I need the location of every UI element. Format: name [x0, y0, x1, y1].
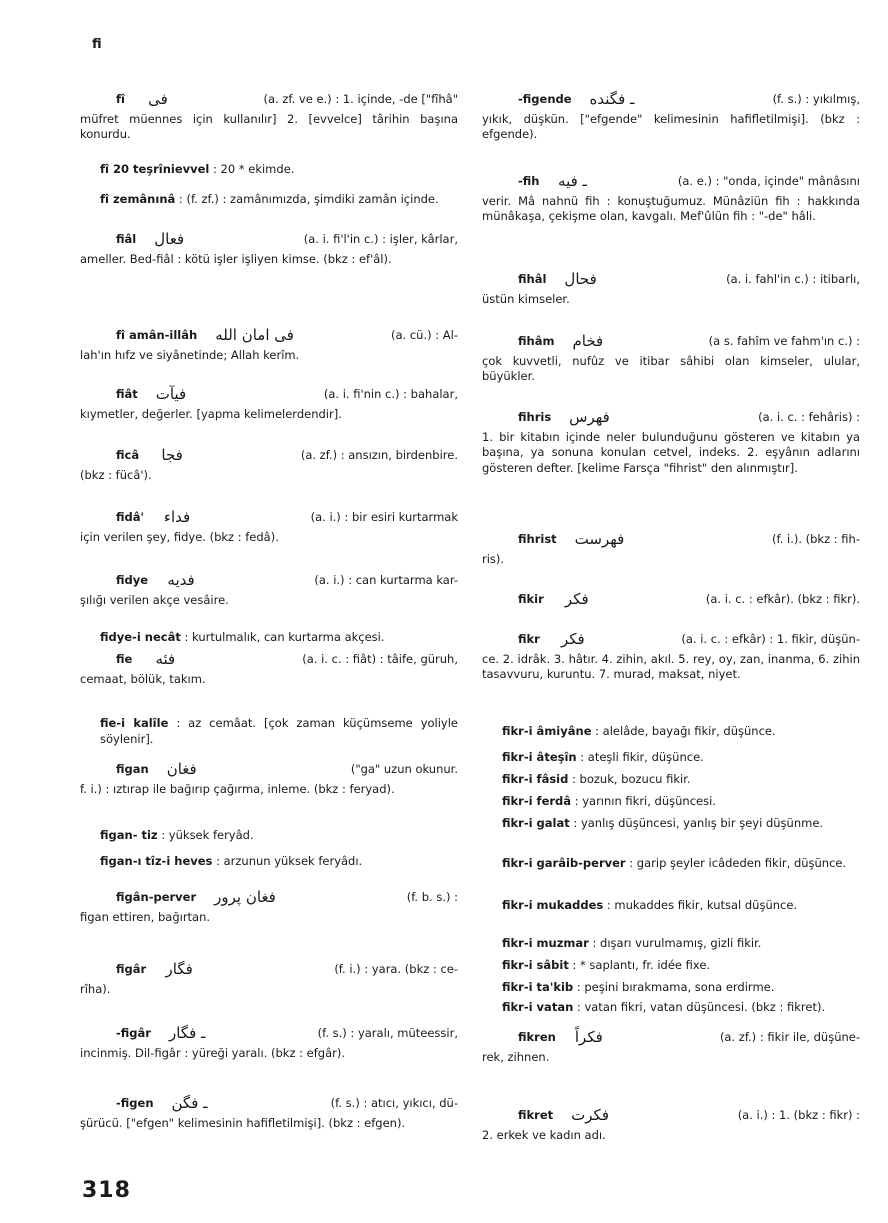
- definition-line: (a. e.) : "onda, içinde" mânâsını: [677, 174, 860, 188]
- dictionary-entry: [482, 856, 860, 872]
- definition-line: (a. i. c. : efkâr) : 1. fikir, düşün-: [681, 632, 860, 646]
- definition-text: f. i.) : ıztırap ile bağırıp çağırma, inleme. (bkz : feryad).: [80, 781, 395, 796]
- definition-line: (a s. fahîm ve fahm'ın c.) :: [708, 334, 860, 348]
- arabic-script: فكر: [564, 590, 589, 608]
- dictionary-entry: [80, 192, 458, 208]
- entry-headword: fikret: [518, 1108, 554, 1122]
- definition-text: müfret müennes için kullanılır] 2. [evvelce] târihin başına konurdu.: [80, 111, 458, 141]
- definition-text: : garip şeyler icâdeden fikir, düşünce.: [629, 856, 847, 870]
- definition-text: lah'ın hıfz ve siyânetinde; Allah kerîm.: [80, 347, 300, 362]
- arabic-script: فى امان الله: [215, 326, 294, 344]
- entry-headword: figân-perver: [116, 890, 197, 904]
- entry-headword: -fih: [518, 174, 540, 188]
- definition-line: (a. i.) : 1. (bkz : fikr) :: [737, 1108, 860, 1122]
- entry-headword: fidye: [116, 573, 149, 587]
- definition-text: çok kuvvetli, nufûz ve itibar sâhibi olan kimseler, ulular, büyükler.: [482, 353, 860, 383]
- definition-text: : arzunun yüksek feryâdı.: [216, 854, 363, 868]
- definition-text: ris).: [482, 551, 505, 566]
- definition-line: (a. zf. ve e.) : 1. içinde, -de ["fîhâ": [263, 92, 458, 106]
- dictionary-entry: [482, 410, 860, 476]
- entry-headword: fikren: [518, 1030, 556, 1044]
- dictionary-entry: [482, 632, 860, 683]
- arabic-script: فى: [148, 90, 168, 108]
- definition-line: ("ga" uzun okunur.: [350, 762, 458, 776]
- definition-text: yıkık, düşkün. ["efgende" kelimesinin hafifletilmişi]. (bkz : efgende).: [482, 111, 860, 141]
- arabic-script: فحال: [564, 270, 597, 288]
- definition-text: ce. 2. idrâk. 3. hâtır. 4. zihin, akıl. 5. rey, oy, zan, inanma, 6. zihin tasavvuru, kuruntu. 7. murad, maksat, niyet.: [482, 651, 860, 681]
- arabic-script: فيآت: [155, 385, 187, 403]
- dictionary-entry: [482, 936, 860, 952]
- entry-headword: fidye-i necât: [100, 630, 181, 644]
- dictionary-entry: [482, 272, 860, 307]
- arabic-script: فئه: [155, 650, 176, 668]
- definition-text: : kurtulmalık, can kurtarma akçesi.: [184, 630, 385, 644]
- entry-headword: -figen: [116, 1096, 154, 1110]
- dictionary-entry: [80, 962, 458, 997]
- dictionary-entry: [80, 1026, 458, 1061]
- arabic-script: فجا: [161, 446, 183, 464]
- dictionary-entry: [482, 958, 860, 974]
- dictionary-entry: [80, 630, 458, 646]
- arabic-script: فكراً: [574, 1028, 603, 1046]
- entry-headword: fiâl: [116, 232, 137, 246]
- dictionary-entry: [482, 1108, 860, 1143]
- entry-headword: fikr-i muzmar: [502, 936, 589, 950]
- arabic-script: فهرس: [569, 408, 610, 426]
- entry-headword: fî zemânınâ: [100, 192, 176, 206]
- definition-line: (f. s.) : yaralı, müteessir,: [317, 1026, 458, 1040]
- entry-headword: fikr-i mukaddes: [502, 898, 604, 912]
- definition-text: : peşini bırakmama, sona erdirme.: [576, 980, 775, 994]
- entry-headword: fihâl: [518, 272, 547, 286]
- definition-text: cemaat, bölük, takım.: [80, 671, 206, 686]
- arabic-script: ـ فيه: [558, 172, 587, 190]
- definition-line: (a. i. fahl'in c.) : itibarlı,: [726, 272, 860, 286]
- definition-text: şürücü. ["efgen" kelimesinin hafifletilmişi]. (bkz : efgen).: [80, 1115, 406, 1130]
- definition-text: figan ettiren, bağırtan.: [80, 909, 211, 924]
- dictionary-entry: [80, 1096, 458, 1131]
- definition-line: (a. i.) : can kurtarma kar-: [314, 573, 458, 587]
- entry-headword: fikr-i galat: [502, 816, 570, 830]
- arabic-script: فعال: [154, 230, 185, 248]
- arabic-script: ـ فگار: [168, 1024, 206, 1042]
- dictionary-entry: [80, 510, 458, 545]
- definition-text: üstün kimseler.: [482, 291, 570, 306]
- entry-headword: -figende: [518, 92, 572, 106]
- arabic-script: فديه: [167, 571, 195, 589]
- definition-text: rîha).: [80, 981, 111, 996]
- dictionary-entry: [80, 854, 458, 870]
- arabic-script: فهرست: [574, 530, 625, 548]
- entry-headword: figan- tiz: [100, 828, 158, 842]
- definition-line: (a. i. c. : efkâr). (bkz : fikr).: [705, 592, 860, 606]
- definition-text: : yanlış düşüncesi, yanlış bir şeyi düşünme.: [573, 816, 824, 830]
- dictionary-entry: [80, 890, 458, 925]
- dictionary-entry: [80, 328, 458, 363]
- dictionary-entry: [482, 174, 860, 225]
- definition-text: rek, zihnen.: [482, 1049, 550, 1064]
- dictionary-entry: [80, 828, 458, 844]
- dictionary-entry: [80, 387, 458, 422]
- entry-headword: fikr-i ta'kib: [502, 980, 574, 994]
- entry-headword: fikr-i fâsid: [502, 772, 569, 786]
- entry-headword: fikir: [518, 592, 544, 606]
- dictionary-entry: [80, 716, 458, 747]
- arabic-script: ـ فگن: [171, 1094, 208, 1112]
- entry-headword: fikr-i vatan: [502, 1000, 574, 1014]
- definition-text: (bkz : fücâ').: [80, 467, 152, 482]
- entry-headword: -figâr: [116, 1026, 151, 1040]
- definition-text: : (f. zf.) : zamânımızda, şimdiki zamân içinde.: [178, 192, 439, 206]
- definition-text: : vatan fikri, vatan düşüncesi. (bkz : fikret).: [576, 1000, 826, 1014]
- entry-headword: fî 20 teşrînievvel: [100, 162, 210, 176]
- dictionary-entry: [482, 898, 860, 914]
- dictionary-entry: [482, 772, 860, 788]
- arabic-script: فكرت: [571, 1106, 609, 1124]
- dictionary-entry: [482, 532, 860, 567]
- arabic-script: فغان: [166, 760, 197, 778]
- definition-text: : yüksek feryâd.: [161, 828, 254, 842]
- definition-text: : az cemâat. [çok zaman küçümseme yoliyle söylenir].: [100, 716, 459, 746]
- dictionary-entry: [482, 816, 860, 832]
- entry-headword: fikr-i sâbit: [502, 958, 569, 972]
- definition-text: kıymetler, değerler. [yapma kelimelerdendir].: [80, 406, 342, 421]
- definition-line: (a. i. c. : fiât) : tâife, güruh,: [302, 652, 458, 666]
- definition-line: (f. i.). (bkz : fih-: [771, 532, 860, 546]
- dictionary-entry: [80, 448, 458, 483]
- definition-line: (f. s.) : yıkılmış,: [772, 92, 860, 106]
- arabic-script: فگار: [165, 960, 193, 978]
- definition-line: (a. i.) : bir esiri kurtarmak: [310, 510, 458, 524]
- dictionary-entry: [482, 724, 860, 740]
- definition-text: : alelâde, bayağı fikir, düşünce.: [595, 724, 776, 738]
- definition-line: (a. i. fi'nin c.) : bahalar,: [323, 387, 458, 401]
- definition-text: için verilen şey, fidye. (bkz : fedâ).: [80, 529, 279, 544]
- definition-text: şılığı verilen akçe vesâire.: [80, 592, 229, 607]
- entry-headword: fikr-i âmiyâne: [502, 724, 592, 738]
- entry-headword: fikr-i ferdâ: [502, 794, 572, 808]
- definition-text: : mukaddes fikir, kutsal düşünce.: [606, 898, 798, 912]
- definition-text: ameller. Bed-fiâl : kötü işler işliyen kimse. (bkz : ef'âl).: [80, 251, 392, 266]
- dictionary-entry: [80, 652, 458, 687]
- definition-line: (a. zf.) : ansızın, birdenbire.: [300, 448, 458, 462]
- definition-line: (a. i. c. : fehâris) :: [758, 410, 860, 424]
- definition-line: (a. i. fi'l'in c.) : işler, kârlar,: [303, 232, 458, 246]
- definition-text: 1. bir kitabın içinde neler bulunduğunu gösteren ve kitabın ya başına, ya sonuna konulan cetvel, indeks. 2. eşyânın adlarını gösteren defter. [kelime Farsça "fihrist" den alınmıştır].: [482, 429, 860, 475]
- definition-text: : bozuk, bozucu fikir.: [572, 772, 691, 786]
- entry-headword: fihâm: [518, 334, 555, 348]
- dictionary-entry: [482, 1030, 860, 1065]
- definition-line: (f. s.) : atıcı, yıkıcı, dü-: [330, 1096, 458, 1110]
- entry-headword: fikr-i âteşîn: [502, 750, 577, 764]
- dictionary-entry: [482, 592, 860, 608]
- dictionary-entry: [482, 334, 860, 385]
- entry-headword: fie: [116, 652, 133, 666]
- arabic-script: فكر: [560, 630, 585, 648]
- definition-line: (a. zf.) : fikir ile, düşüne-: [719, 1030, 860, 1044]
- definition-text: verir. Mâ nahnü fih : konuştuğumuz. Münâziün fih : hakkında münâkaşa, çekişme olan, kavgalı. Mef'ûlün fih : "-de" hâli.: [482, 193, 860, 223]
- arabic-script: فخام: [572, 332, 604, 350]
- entry-headword: fî amân-illâh: [116, 328, 198, 342]
- dictionary-entry: [80, 162, 458, 178]
- dictionary-entry: [482, 1000, 860, 1016]
- running-header: fi: [92, 37, 102, 52]
- definition-text: : dışarı vurulmamış, gizli fikir.: [592, 936, 762, 950]
- definition-line: (f. i.) : yara. (bkz : ce-: [334, 962, 458, 976]
- arabic-script: فداء: [163, 508, 191, 526]
- definition-text: : yarının fikri, düşüncesi.: [574, 794, 716, 808]
- entry-headword: figâr: [116, 962, 147, 976]
- definition-text: : 20 * ekimde.: [213, 162, 295, 176]
- dictionary-entry: [482, 980, 860, 996]
- definition-text: : ateşli fikir, düşünce.: [580, 750, 704, 764]
- entry-headword: fikr: [518, 632, 540, 646]
- entry-headword: figan: [116, 762, 149, 776]
- definition-line: (a. cü.) : Al-: [391, 328, 458, 342]
- arabic-script: ـ فگنده: [589, 90, 635, 108]
- entry-headword: fidâ': [116, 510, 145, 524]
- dictionary-entry: [482, 794, 860, 810]
- arabic-script: فغان پرور: [214, 888, 276, 906]
- entry-headword: fikr-i garâib-perver: [502, 856, 626, 870]
- dictionary-entry: [482, 92, 860, 143]
- entry-headword: fî: [116, 92, 125, 106]
- dictionary-entry: [80, 232, 458, 267]
- definition-text: : * saplantı, fr. idée fixe.: [572, 958, 711, 972]
- entry-headword: figan-ı tîz-i heves: [100, 854, 213, 868]
- definition-text: incinmiş. Dil-figâr : yüreği yaralı. (bkz : efgâr).: [80, 1045, 346, 1060]
- entry-headword: ficâ: [116, 448, 140, 462]
- definition-text: 2. erkek ve kadın adı.: [482, 1127, 606, 1142]
- entry-headword: fihris: [518, 410, 552, 424]
- entry-headword: fie-i kalîle: [100, 716, 169, 730]
- entry-headword: fihrist: [518, 532, 557, 546]
- dictionary-entry: [80, 92, 458, 143]
- dictionary-entry: [80, 762, 458, 797]
- definition-line: (f. b. s.) :: [406, 890, 458, 904]
- page-number: 318: [82, 1178, 131, 1203]
- dictionary-entry: [482, 750, 860, 766]
- entry-headword: fiât: [116, 387, 138, 401]
- dictionary-entry: [80, 573, 458, 608]
